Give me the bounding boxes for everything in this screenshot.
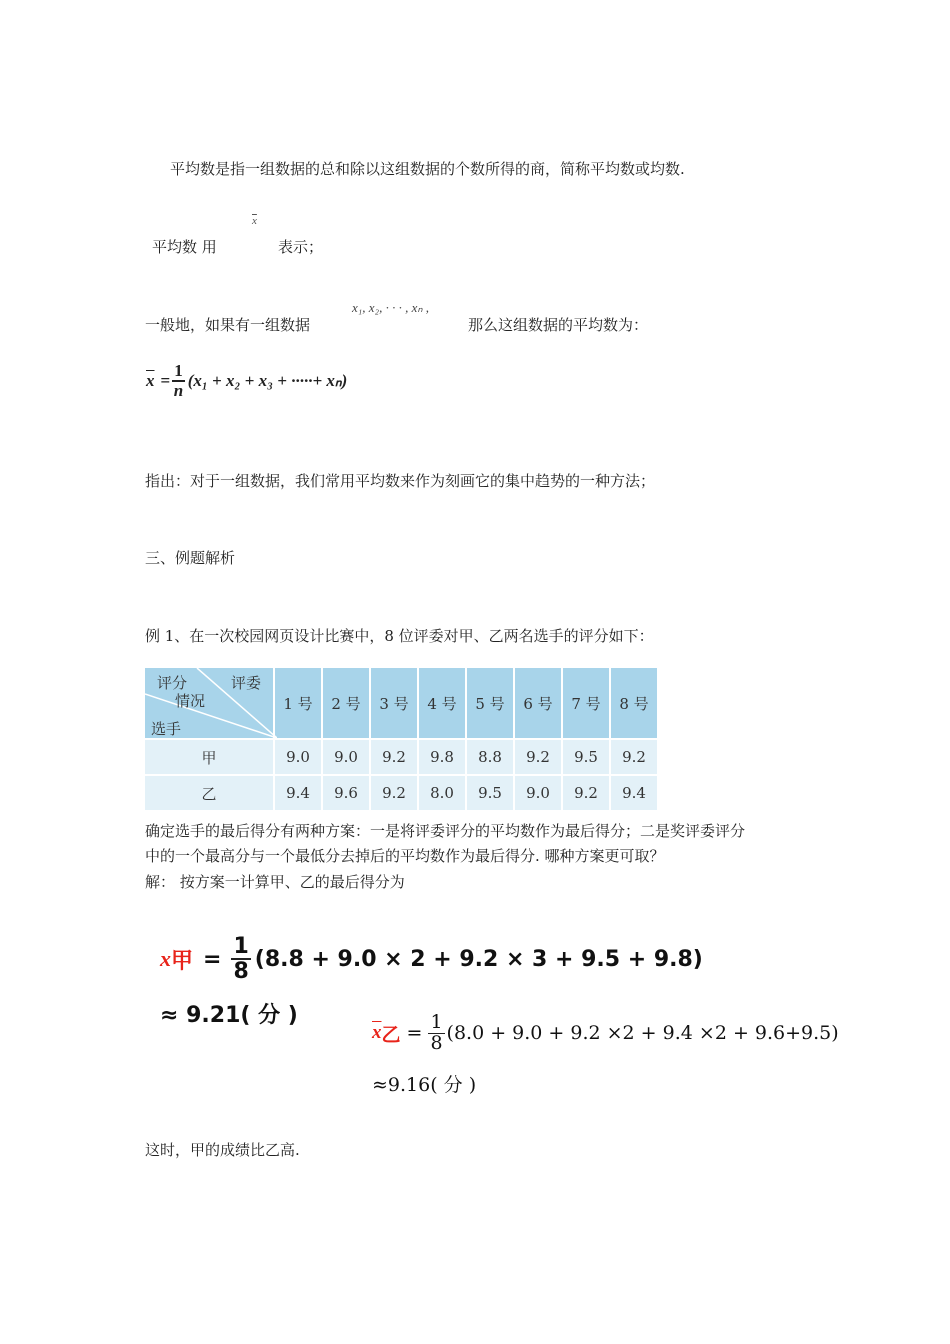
notation-label: 平均数 用 xyxy=(152,238,217,256)
score-cell: 9.5 xyxy=(466,775,514,811)
note-paragraph: 指出：对于一组数据，我们常用平均数来作为刻画它的集中趋势的一种方法； xyxy=(145,472,656,490)
judge-header: 3 号 xyxy=(370,667,418,739)
score-cell: 9.2 xyxy=(370,775,418,811)
calc-jia-fraction xyxy=(231,935,250,983)
score-cell: 9.4 xyxy=(610,775,658,811)
solution-label: 解： 按方案一计算甲、乙的最后得分为 xyxy=(145,873,405,891)
calc-yi-formula xyxy=(372,1013,839,1054)
judge-header: 7 号 xyxy=(562,667,610,739)
calc-yi-denominator: 8 xyxy=(430,1031,443,1054)
judge-header: 1 号 xyxy=(274,667,322,739)
formula-denominator: n xyxy=(173,380,184,400)
section-title: 三、例题解析 xyxy=(145,549,236,567)
formula-equals: = xyxy=(160,370,171,390)
calc-jia-x: x xyxy=(160,946,171,972)
data-sequence: x₁, x₂, · · · , xₙ , xyxy=(352,300,430,315)
question-line-2: 中的一个最高分与一个最低分去掉后的平均数作为最后得分. 哪种方案更可取？ xyxy=(145,847,665,865)
example-intro: 例 1、在一次校园网页设计比赛中，8 位评委对甲、乙两名选手的评分如下： xyxy=(145,627,654,645)
score-cell: 9.2 xyxy=(562,775,610,811)
score-cell: 9.8 xyxy=(418,739,466,775)
calc-jia-expression: (8.8 + 9.0 × 2 + 9.2 × 3 + 9.5 + 9.8) xyxy=(254,946,703,972)
score-cell: 8.8 xyxy=(466,739,514,775)
formula-fraction xyxy=(172,362,185,400)
judge-header: 2 号 xyxy=(322,667,370,739)
calc-jia-denominator: 8 xyxy=(233,959,249,985)
calc-yi-result: ≈9.16( 分 ) xyxy=(372,1074,477,1096)
corner-judge-label: 评委 xyxy=(231,674,262,692)
score-cell: 9.2 xyxy=(514,739,562,775)
calc-yi-fraction xyxy=(428,1013,444,1054)
table-row xyxy=(144,739,658,775)
table-header-row xyxy=(144,667,658,739)
judge-header: 8 号 xyxy=(610,667,658,739)
judge-header: 4 号 xyxy=(418,667,466,739)
formula-lhs: $\overline{x}$ xyxy=(146,370,155,390)
table-corner-cell xyxy=(144,667,274,739)
table-row xyxy=(144,775,658,811)
formula-sum: (x₁ + x₂ + x₃ + ·····+ xₙ) xyxy=(187,370,348,390)
score-cell: 9.5 xyxy=(562,739,610,775)
corner-score-label: 评分 xyxy=(157,674,188,692)
question-line-1: 确定选手的最后得分有两种方案：一是将评委评分的平均数作为最后得分；二是奖评委评分 xyxy=(145,822,746,840)
calc-yi-x: $\overline{x}$ xyxy=(372,1022,382,1044)
calc-jia-numerator: 1 xyxy=(233,934,249,959)
score-cell: 9.0 xyxy=(322,739,370,775)
judge-header: 5 号 xyxy=(466,667,514,739)
player-name: 甲 xyxy=(144,739,274,775)
mean-symbol: $\overline{x}$ xyxy=(252,215,257,227)
definition-paragraph: 平均数是指一组数据的总和除以这组数据的个数所得的商，简称平均数或均数. xyxy=(170,160,685,178)
score-cell: 9.2 xyxy=(610,739,658,775)
score-cell: 9.6 xyxy=(322,775,370,811)
calc-jia-formula xyxy=(160,935,703,983)
score-cell: 8.0 xyxy=(418,775,466,811)
general-case-text: 一般地，如果有一组数据 xyxy=(145,316,311,334)
general-case-suffix: 那么这组数据的平均数为： xyxy=(468,316,649,334)
calc-yi-numerator: 1 xyxy=(430,1011,443,1033)
score-cell: 9.4 xyxy=(274,775,322,811)
score-table xyxy=(143,666,659,812)
score-cell: 9.0 xyxy=(274,739,322,775)
formula-numerator: 1 xyxy=(174,361,183,380)
calc-jia-result: ≈ 9.21( 分 ) xyxy=(160,1003,298,1028)
calc-yi-expression: (8.0 + 9.0 + 9.2 ×2 + 9.4 ×2 + 9.6+9.5) xyxy=(446,1022,839,1045)
corner-status-label: 情况 xyxy=(175,692,206,710)
calc-jia-equals: = xyxy=(203,946,222,972)
calc-yi-name: 乙 xyxy=(381,1023,401,1046)
corner-player-label: 选手 xyxy=(151,720,182,738)
score-cell: 9.0 xyxy=(514,775,562,811)
calc-yi-equals: = xyxy=(406,1022,423,1045)
mean-formula xyxy=(146,362,347,400)
player-name: 乙 xyxy=(144,775,274,811)
notation-suffix: 表示； xyxy=(278,238,324,256)
conclusion-text: 这时，甲的成绩比乙高. xyxy=(145,1141,300,1159)
judge-header: 6 号 xyxy=(514,667,562,739)
calc-jia-name: 甲 xyxy=(171,948,194,974)
score-cell: 9.2 xyxy=(370,739,418,775)
